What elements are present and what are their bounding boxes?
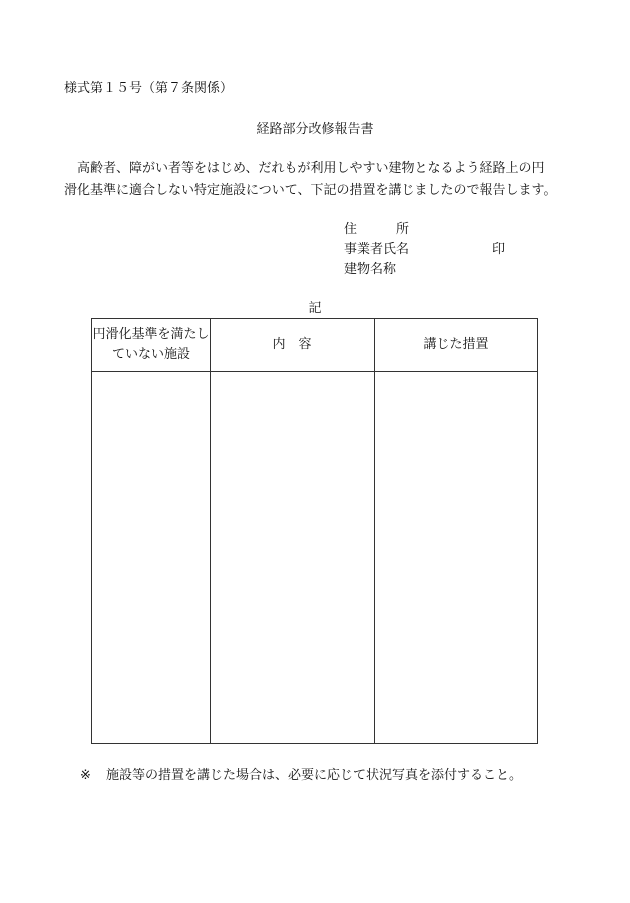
intro-line-1: 高齢者、障がい者等をはじめ、だれもが利用しやすい建物となるよう経路上の円 bbox=[77, 161, 545, 176]
name-row bbox=[344, 240, 544, 260]
header-content: 内 容 bbox=[272, 337, 312, 352]
seal-mark: 印 bbox=[492, 242, 506, 257]
building-label: 建物名称 bbox=[344, 262, 397, 277]
applicant-block bbox=[344, 220, 544, 280]
measures-cell[interactable] bbox=[375, 372, 538, 743]
building-row bbox=[344, 260, 544, 280]
intro-paragraph bbox=[64, 158, 584, 202]
form-number: 様式第１５号（第７条関係） bbox=[64, 81, 234, 96]
header-measures-taken: 講じた措置 bbox=[423, 337, 489, 352]
content-cell[interactable] bbox=[211, 372, 374, 743]
facility-cell[interactable] bbox=[92, 372, 210, 743]
note-mark: ※ bbox=[80, 768, 91, 783]
footnote bbox=[80, 767, 522, 785]
name-label: 事業者氏名 bbox=[344, 242, 410, 257]
address-row bbox=[344, 220, 544, 240]
note-text: 施設等の措置を講じた場合は、必要に応じて状況写真を添付すること。 bbox=[106, 768, 523, 783]
intro-line-2: 滑化基準に適合しない特定施設について、下記の措置を講じましたので報告します。 bbox=[64, 183, 557, 198]
document-title: 経路部分改修報告書 bbox=[256, 122, 374, 137]
address-label: 住 所 bbox=[344, 222, 410, 237]
report-table bbox=[91, 318, 538, 744]
header-noncompliant-facility: 円滑化基準を満たしていない施設 bbox=[92, 327, 210, 362]
ki-label: 記 bbox=[308, 301, 322, 316]
